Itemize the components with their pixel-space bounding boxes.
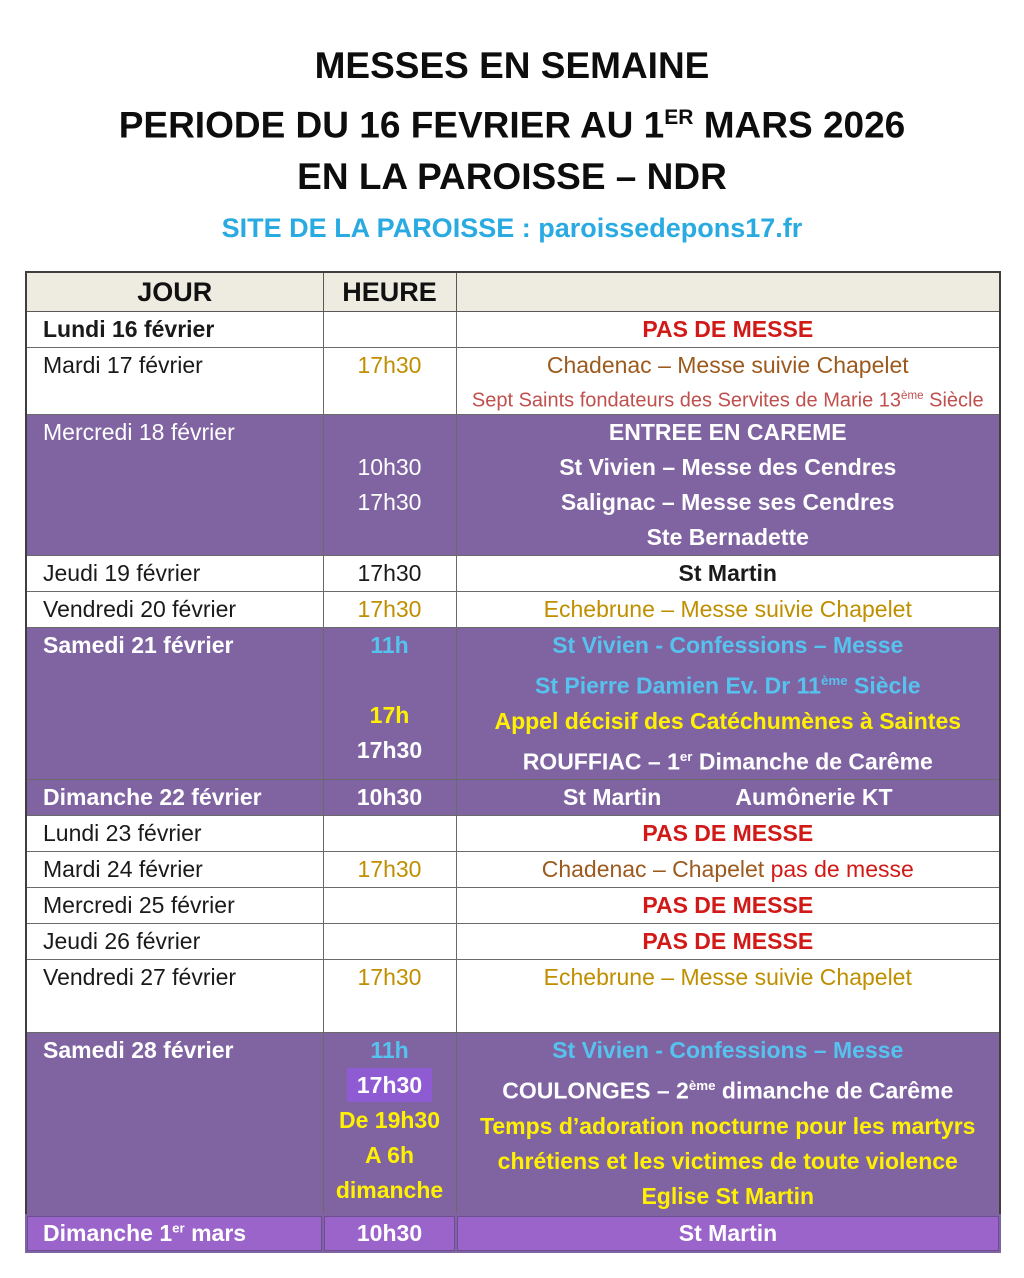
table-row-mardi-24 xyxy=(26,852,1000,888)
event-line: chrétiens et les victimes de toute violence xyxy=(497,1147,958,1174)
cell-day: Mardi 24 février xyxy=(26,852,323,888)
time-label-highlighted xyxy=(324,1068,456,1103)
time-label: 17h30 xyxy=(357,964,422,991)
event-superscript: ème xyxy=(688,1078,716,1094)
cell-event xyxy=(456,888,1000,924)
cell-day xyxy=(26,414,323,555)
title-line-2-pre: PERIODE DU 16 FEVRIER AU 1 xyxy=(118,104,665,146)
cell-time xyxy=(323,627,456,779)
cell-event: St Martin xyxy=(456,555,1000,591)
event-superscript: ème xyxy=(820,672,848,688)
event-line: Appel décisif des Catéchumènes à Saintes xyxy=(494,707,962,734)
cell-event xyxy=(456,924,1000,960)
cell-time: 17h30 xyxy=(323,555,456,591)
cell-event: St Martin xyxy=(456,1215,1000,1252)
cell-day: Dimanche 22 février xyxy=(26,780,323,816)
event-text-post: dimanche de Carême xyxy=(715,1077,954,1104)
day-label-post: mars xyxy=(184,1219,247,1246)
cell-day: Lundi 16 février xyxy=(26,312,323,348)
event-line: St Vivien - Confessions – Messe xyxy=(552,631,904,658)
event-superscript: er xyxy=(679,748,693,764)
table-row-samedi-21 xyxy=(26,627,1000,779)
cell-time xyxy=(323,888,456,924)
cell-day xyxy=(26,348,323,415)
event-text: ROUFFIAC – 1 xyxy=(522,748,680,775)
event-text: PAS DE MESSE xyxy=(642,928,814,955)
event-line: Ste Bernadette xyxy=(646,523,809,550)
table-row-vendredi-20 xyxy=(26,591,1000,627)
cell-event xyxy=(456,627,1000,779)
cell-event xyxy=(456,816,1000,852)
page-title-line-1: MESSES EN SEMAINE xyxy=(314,45,710,86)
time-label: 17h30 xyxy=(357,488,422,515)
event-text: COULONGES – 2 xyxy=(502,1077,689,1104)
title-line-2-superscript: ER xyxy=(664,106,694,129)
table-row-samedi-28 xyxy=(26,1033,1000,1215)
table-row-lundi-23 xyxy=(26,816,1000,852)
event-line xyxy=(457,784,1000,811)
day-label: Mercredi 18 février xyxy=(43,418,235,445)
empty-line xyxy=(324,520,456,555)
cell-time xyxy=(323,1033,456,1215)
cell-day xyxy=(26,1215,323,1252)
empty-line xyxy=(457,995,1000,1032)
day-label: Vendredi 27 février xyxy=(43,964,237,991)
time-label: dimanche xyxy=(335,1177,444,1204)
time-label: 17h30 xyxy=(357,352,422,379)
cell-time: 17h30 xyxy=(323,852,456,888)
time-label: 17h xyxy=(369,701,410,728)
event-subline xyxy=(457,383,1000,414)
event-line xyxy=(457,1068,1000,1109)
cell-day: Jeudi 26 février xyxy=(26,924,323,960)
event-subline-superscript: ème xyxy=(901,389,924,403)
event-text-post: Dimanche de Carême xyxy=(692,748,933,775)
page-title-line-3: EN LA PAROISSE – NDR xyxy=(297,156,727,198)
event-subline-text: Sept Saints fondateurs des Servites de Marie 13 xyxy=(471,389,902,412)
column-header-heure: HEURE xyxy=(323,272,456,312)
cell-time xyxy=(323,348,456,415)
cell-event xyxy=(456,414,1000,555)
event-line: Eglise St Martin xyxy=(641,1182,815,1209)
cell-event xyxy=(456,780,1000,816)
event-line: Echebrune – Messe suivie Chapelet xyxy=(543,964,912,991)
cell-event xyxy=(456,348,1000,415)
time-label: 11h xyxy=(370,1037,409,1064)
day-label: Dimanche 1 xyxy=(43,1219,173,1246)
cell-time xyxy=(323,312,456,348)
cell-event xyxy=(456,852,1000,888)
cell-day xyxy=(26,627,323,779)
event-text: Chadenac – Chapelet xyxy=(541,856,771,883)
cell-day xyxy=(26,960,323,1033)
day-label: Mardi 17 février xyxy=(43,352,203,379)
event-subline-post: Siècle xyxy=(923,389,984,412)
event-text-post: Siècle xyxy=(847,672,921,699)
cell-day: Lundi 23 février xyxy=(26,816,323,852)
table-row-lundi-16 xyxy=(26,312,1000,348)
title-line-2-post: MARS 2026 xyxy=(693,104,906,146)
cell-time: 10h30 xyxy=(323,1215,456,1252)
cell-time: 17h30 xyxy=(323,591,456,627)
event-line xyxy=(457,739,1000,780)
table-row-jeudi-19 xyxy=(26,555,1000,591)
cell-event: Echebrune – Messe suivie Chapelet xyxy=(456,591,1000,627)
cell-time xyxy=(323,924,456,960)
cell-day: Vendredi 20 février xyxy=(26,591,323,627)
page xyxy=(0,40,1024,1253)
table-row-dimanche-22 xyxy=(26,780,1000,816)
event-text: PAS DE MESSE xyxy=(642,316,814,343)
cell-time xyxy=(323,960,456,1033)
cell-time xyxy=(323,816,456,852)
time-label: 11h xyxy=(370,631,409,658)
table-row-jeudi-26 xyxy=(26,924,1000,960)
table-header-row xyxy=(26,272,1000,312)
time-label: A 6h xyxy=(365,1142,414,1169)
time-label: 17h30 xyxy=(356,736,423,763)
time-label: De 19h30 xyxy=(338,1107,440,1134)
cell-event xyxy=(456,960,1000,1033)
time-label: 10h30 xyxy=(357,453,422,480)
table-row-vendredi-27 xyxy=(26,960,1000,1033)
day-label: Samedi 21 février xyxy=(43,631,234,658)
highlighted-time: 17h30 xyxy=(347,1068,432,1102)
table-row-mercredi-25 xyxy=(26,888,1000,924)
event-line: ENTREE EN CAREME xyxy=(608,418,847,445)
event-line: St Vivien - Confessions – Messe xyxy=(552,1037,904,1064)
column-header-jour: JOUR xyxy=(26,272,323,312)
cell-time xyxy=(323,414,456,555)
event-text: St Pierre Damien Ev. Dr 11 xyxy=(534,672,821,699)
day-label: Samedi 28 février xyxy=(43,1037,234,1064)
cell-day xyxy=(26,1033,323,1215)
cell-event xyxy=(456,312,1000,348)
event-line: Temps d’adoration nocturne pour les martyrs xyxy=(480,1112,976,1139)
empty-line xyxy=(324,663,456,698)
column-header-event xyxy=(456,272,1000,312)
schedule-table xyxy=(25,271,1001,1253)
cell-time: 10h30 xyxy=(323,780,456,816)
cell-event xyxy=(456,1033,1000,1215)
event-text-red: pas de messe xyxy=(770,856,914,883)
table-row-mercredi-18 xyxy=(26,414,1000,555)
table-row-mardi-17 xyxy=(26,348,1000,415)
empty-line xyxy=(324,415,456,450)
cell-day: Jeudi 19 février xyxy=(26,555,323,591)
event-text: PAS DE MESSE xyxy=(642,892,814,919)
event-text: St Martin xyxy=(562,784,662,811)
table-row-dimanche-1-mars xyxy=(26,1215,1000,1252)
event-text-2: Aumônerie KT xyxy=(735,784,893,811)
page-title-line-2 xyxy=(0,92,1024,151)
event-line: St Vivien – Messe des Cendres xyxy=(559,453,897,480)
event-line: Salignac – Messe ses Cendres xyxy=(560,488,895,515)
event-text: PAS DE MESSE xyxy=(642,820,814,847)
day-superscript: er xyxy=(172,1220,185,1236)
header-block xyxy=(0,40,1024,245)
event-line: Chadenac – Messe suivie Chapelet xyxy=(546,352,909,379)
event-line xyxy=(457,663,1000,704)
parish-site-text: SITE DE LA PAROISSE : paroissedepons17.fr xyxy=(221,213,803,244)
cell-day: Mercredi 25 février xyxy=(26,888,323,924)
